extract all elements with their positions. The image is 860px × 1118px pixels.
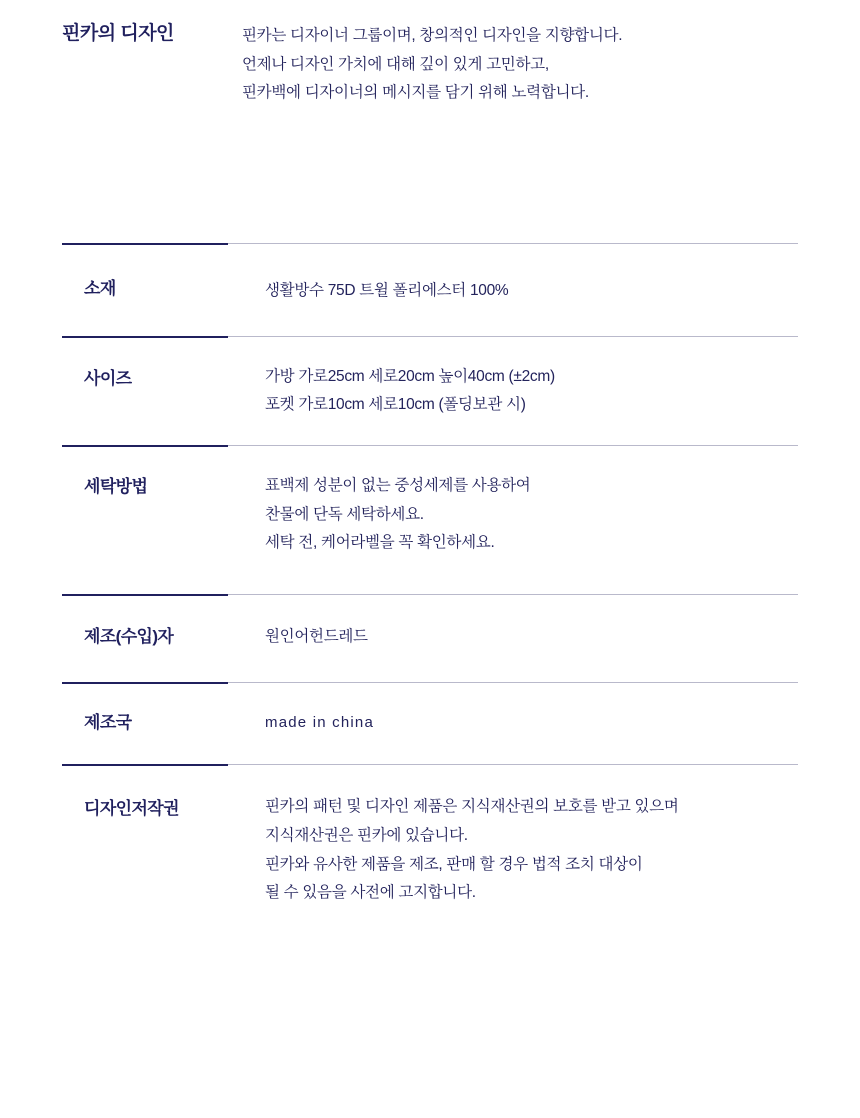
spec-label: 디자인저작권 [84,799,179,819]
spec-row-material [62,243,798,336]
spec-value [265,472,798,558]
spec-row-origin [62,682,798,765]
brand-intro-line: 핀카백에 디자이너의 메시지를 담기 위해 노력합니다. [242,84,589,102]
spec-value-line: 핀카와 유사한 제품을 제조, 판매 할 경우 법적 조치 대상이 [265,855,643,873]
spec-value-cell [228,682,798,765]
spec-value-cell [228,594,798,682]
spec-value [265,363,798,420]
spec-label-cell [62,764,228,820]
spec-label-cell [62,336,228,415]
spec-value-cell [228,445,798,594]
spec-label: 제조국 [84,712,132,732]
spec-value [265,277,798,306]
product-spec-table [0,243,860,908]
spec-value-line: 포켓 가로10cm 세로10cm (폴딩보관 시) [265,396,526,414]
brand-intro-title: 핀카의 디자인 [62,23,174,44]
spec-value-cell [228,764,798,908]
spec-value-cell [228,336,798,445]
spec-value-cell [228,243,798,336]
spec-label-cell [62,594,228,678]
spec-value-line: 생활방수 75D 트윌 폴리에스터 100% [265,282,509,300]
spec-label: 제조(수입)자 [84,627,174,647]
spec-value-line: 핀카의 패턴 및 디자인 제품은 지식재산권의 보호를 받고 있으며 [265,798,679,816]
spec-label-cell [62,682,228,762]
spec-value-line: 찬물에 단독 세탁하세요. [265,505,424,523]
spec-label: 소재 [84,279,116,299]
spec-row-manufacturer [62,594,798,682]
spec-row-design-copyright [62,764,798,908]
spec-label-cell [62,445,228,534]
spec-value [265,623,798,652]
brand-intro-line: 핀카는 디자이너 그룹이며, 창의적인 디자인을 지향합니다. [242,27,623,44]
spec-label-cell [62,243,228,330]
spec-value-line: 가방 가로25cm 세로20cm 높이40cm (±2cm) [265,367,555,385]
spec-value-line: 세탁 전, 케어라벨을 꼭 확인하세요. [265,534,495,552]
spec-value-line: 원인어헌드레드 [265,628,368,646]
spec-value-line: 표백제 성분이 없는 중성세제를 사용하여 [265,477,531,495]
brand-intro-section [0,0,860,108]
spec-label: 세탁방법 [84,477,148,497]
spec-row-size [62,336,798,445]
spec-row-washing [62,445,798,594]
spec-value [265,709,798,737]
spec-label: 사이즈 [84,368,132,388]
brand-intro-line: 언제나 디자인 가치에 대해 깊이 있게 고민하고, [242,55,549,73]
spec-value [265,793,798,908]
spec-value-line: made in china [265,713,374,731]
spec-value-line: 될 수 있음을 사전에 고지합니다. [265,884,476,902]
spec-value-line: 지식재산권은 핀카에 있습니다. [265,827,468,845]
brand-intro-body [215,22,622,108]
